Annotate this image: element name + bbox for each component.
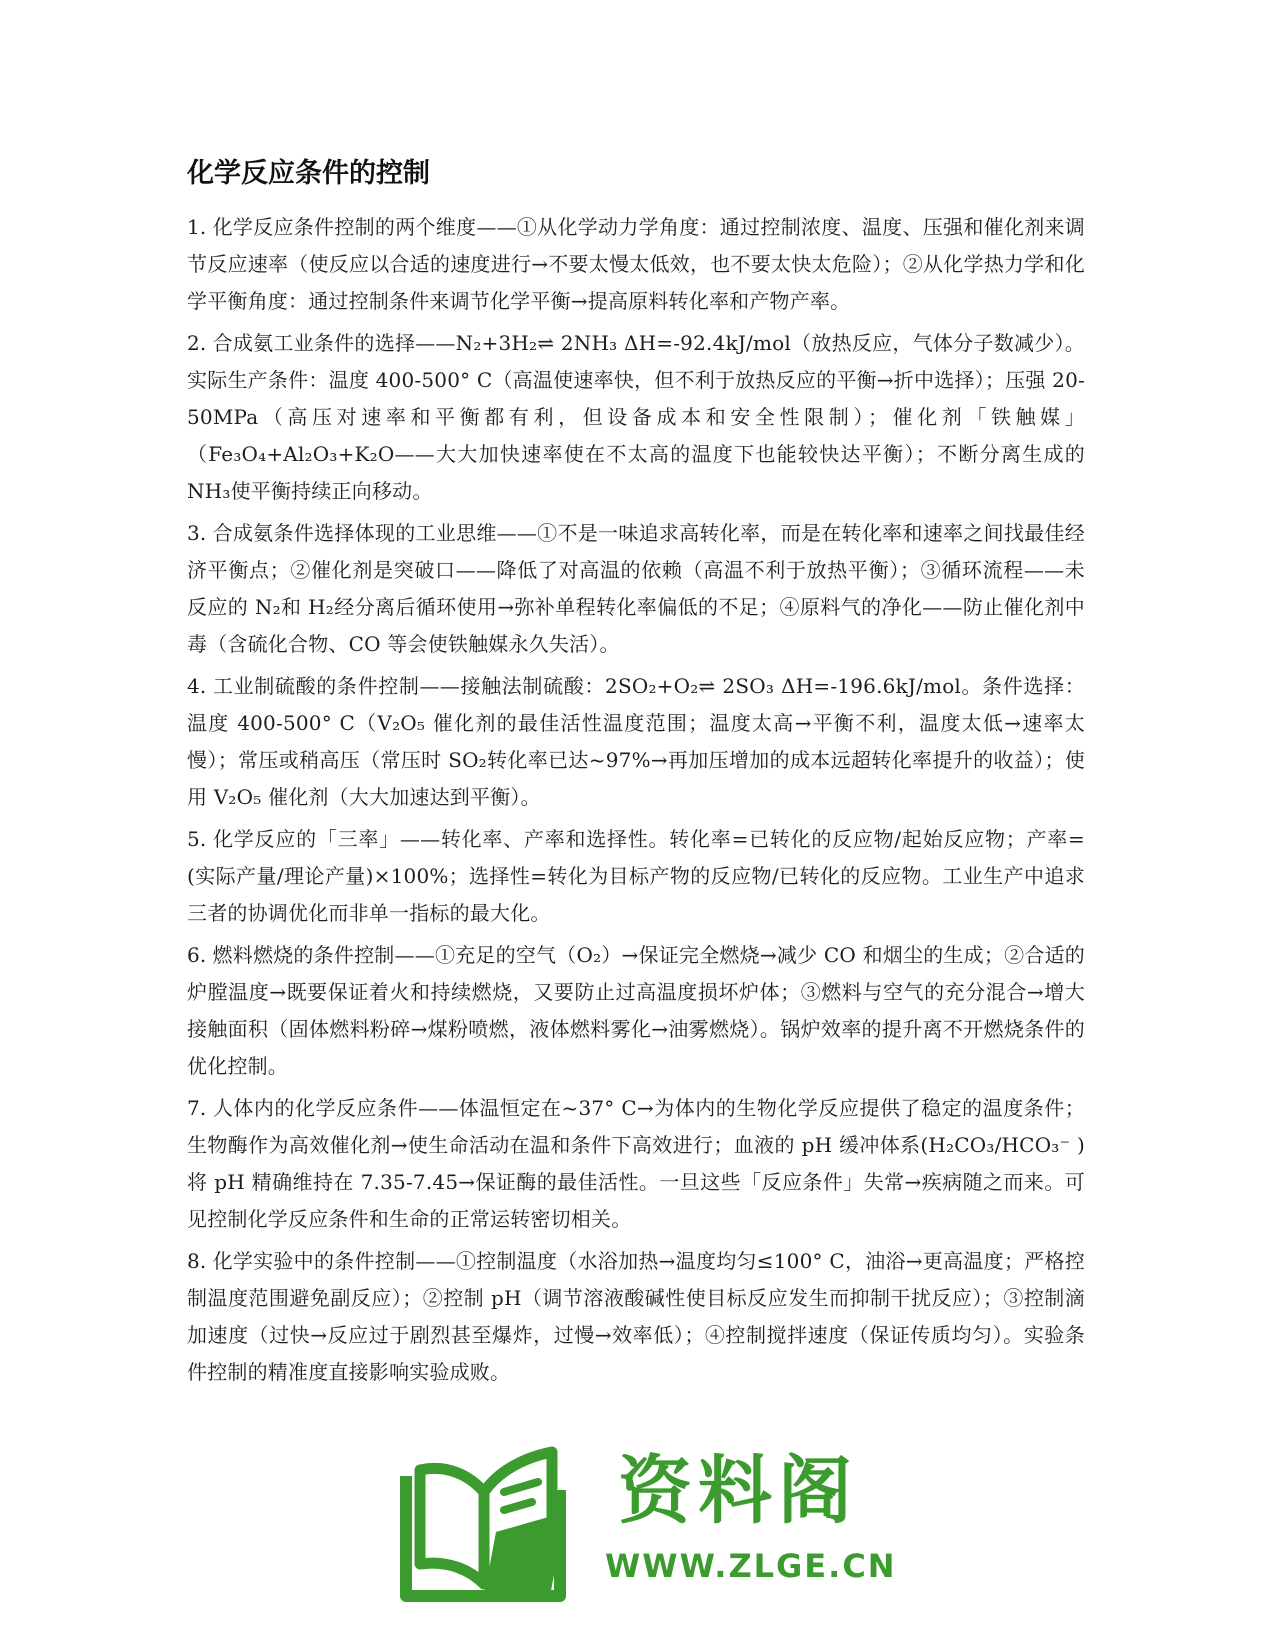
- watermark-logo: [400, 1446, 897, 1606]
- paragraph-number: 3.: [187, 521, 207, 545]
- paragraph-text: 合成氨条件选择体现的工业思维——①不是一味追求高转化率，而是在转化率和速率之间找最佳经济平衡点；②催化剂是突破口——降低了对高温的依赖（高温不利于放热平衡）；③循环流程——未反应的 N₂和 H₂经分离后循环使用→弥补单程转化率偏低的不足；④原料气的净化——防止催化剂中毒（含硫化合物、CO 等会使铁触媒永久失活）。: [187, 521, 1085, 656]
- open-book-logo-icon: [400, 1446, 575, 1606]
- paragraph-4: [187, 668, 1085, 816]
- paragraph-8: [187, 1243, 1085, 1391]
- paragraph-3: [187, 515, 1085, 663]
- paragraph-number: 1.: [187, 215, 207, 239]
- document-body: [187, 209, 1085, 1396]
- paragraph-text: 化学实验中的条件控制——①控制温度（水浴加热→温度均匀≤100° C，油浴→更高温度；严格控制温度范围避免副反应）；②控制 pH（调节溶液酸碱性使目标反应发生而抑制干扰反应）；③控制滴加速度（过快→反应过于剧烈甚至爆炸，过慢→效率低）；④控制搅拌速度（保证传质均匀）。实验条件控制的精准度直接影响实验成败。: [187, 1249, 1085, 1384]
- paragraph-number: 5.: [187, 827, 207, 851]
- paragraph-text: 工业制硫酸的条件控制——接触法制硫酸：2SO₂+O₂⇌ 2SO₃ ΔH=-196.6kJ/mol。条件选择：温度 400-500° C（V₂O₅ 催化剂的最佳活性温度范围；温度太高→平衡不利，温度太低→速率太慢）；常压或稍高压（常压时 SO₂转化率已达~97%→再加压增加的成本远超转化率提升的收益）；使用 V₂O₅ 催化剂（大大加速达到平衡）。: [187, 674, 1085, 809]
- document-title: 化学反应条件的控制: [187, 158, 430, 189]
- paragraph-text: 化学反应条件控制的两个维度——①从化学动力学角度：通过控制浓度、温度、压强和催化剂来调节反应速率（使反应以合适的速度进行→不要太慢太低效，也不要太快太危险）；②从化学热力学和化学平衡角度：通过控制条件来调节化学平衡→提高原料转化率和产物产率。: [187, 215, 1085, 313]
- paragraph-6: [187, 937, 1085, 1085]
- paragraph-number: 8.: [187, 1249, 207, 1273]
- paragraph-text: 合成氨工业条件的选择——N₂+3H₂⇌ 2NH₃ ΔH=-92.4kJ/mol（放热反应，气体分子数减少）。实际生产条件：温度 400-500° C（高温使速率快，但不利于放热反应的平衡→折中选择）；压强 20-50MPa（高压对速率和平衡都有利，但设备成本和安全性限制）；催化剂「铁触媒」（Fe₃O₄+Al₂O₃+K₂O——大大加快速率使在不太高的温度下也能较快达平衡）；不断分离生成的 NH₃使平衡持续正向移动。: [187, 331, 1085, 503]
- paragraph-number: 7.: [187, 1096, 207, 1120]
- paragraph-number: 4.: [187, 674, 207, 698]
- paragraph-number: 6.: [187, 943, 207, 967]
- paragraph-text: 化学反应的「三率」——转化率、产率和选择性。转化率=已转化的反应物/起始反应物；产率=(实际产量/理论产量)×100%；选择性=转化为目标产物的反应物/已转化的反应物。工业生产中追求三者的协调优化而非单一指标的最大化。: [187, 827, 1085, 925]
- watermark-name: 资料阁: [618, 1448, 858, 1534]
- paragraph-number: 2.: [187, 331, 207, 355]
- paragraph-2: [187, 325, 1085, 510]
- paragraph-7: [187, 1090, 1085, 1238]
- paragraph-text: 燃料燃烧的条件控制——①充足的空气（O₂）→保证完全燃烧→减少 CO 和烟尘的生成；②合适的炉膛温度→既要保证着火和持续燃烧，又要防止过高温度损坏炉体；③燃料与空气的充分混合→增大接触面积（固体燃料粉碎→煤粉喷燃，液体燃料雾化→油雾燃烧）。锅炉效率的提升离不开燃烧条件的优化控制。: [187, 943, 1085, 1078]
- paragraph-1: [187, 209, 1085, 320]
- paragraph-5: [187, 821, 1085, 932]
- watermark-url: WWW.ZLGE.CN: [605, 1547, 897, 1585]
- paragraph-text: 人体内的化学反应条件——体温恒定在~37° C→为体内的生物化学反应提供了稳定的温度条件；生物酶作为高效催化剂→使生命活动在温和条件下高效进行；血液的 pH 缓冲体系(H₂CO₃/HCO₃⁻ )将 pH 精确维持在 7.35-7.45→保证酶的最佳活性。一旦这些「反应条件」失常→疾病随之而来。可见控制化学反应条件和生命的正常运转密切相关。: [187, 1096, 1085, 1231]
